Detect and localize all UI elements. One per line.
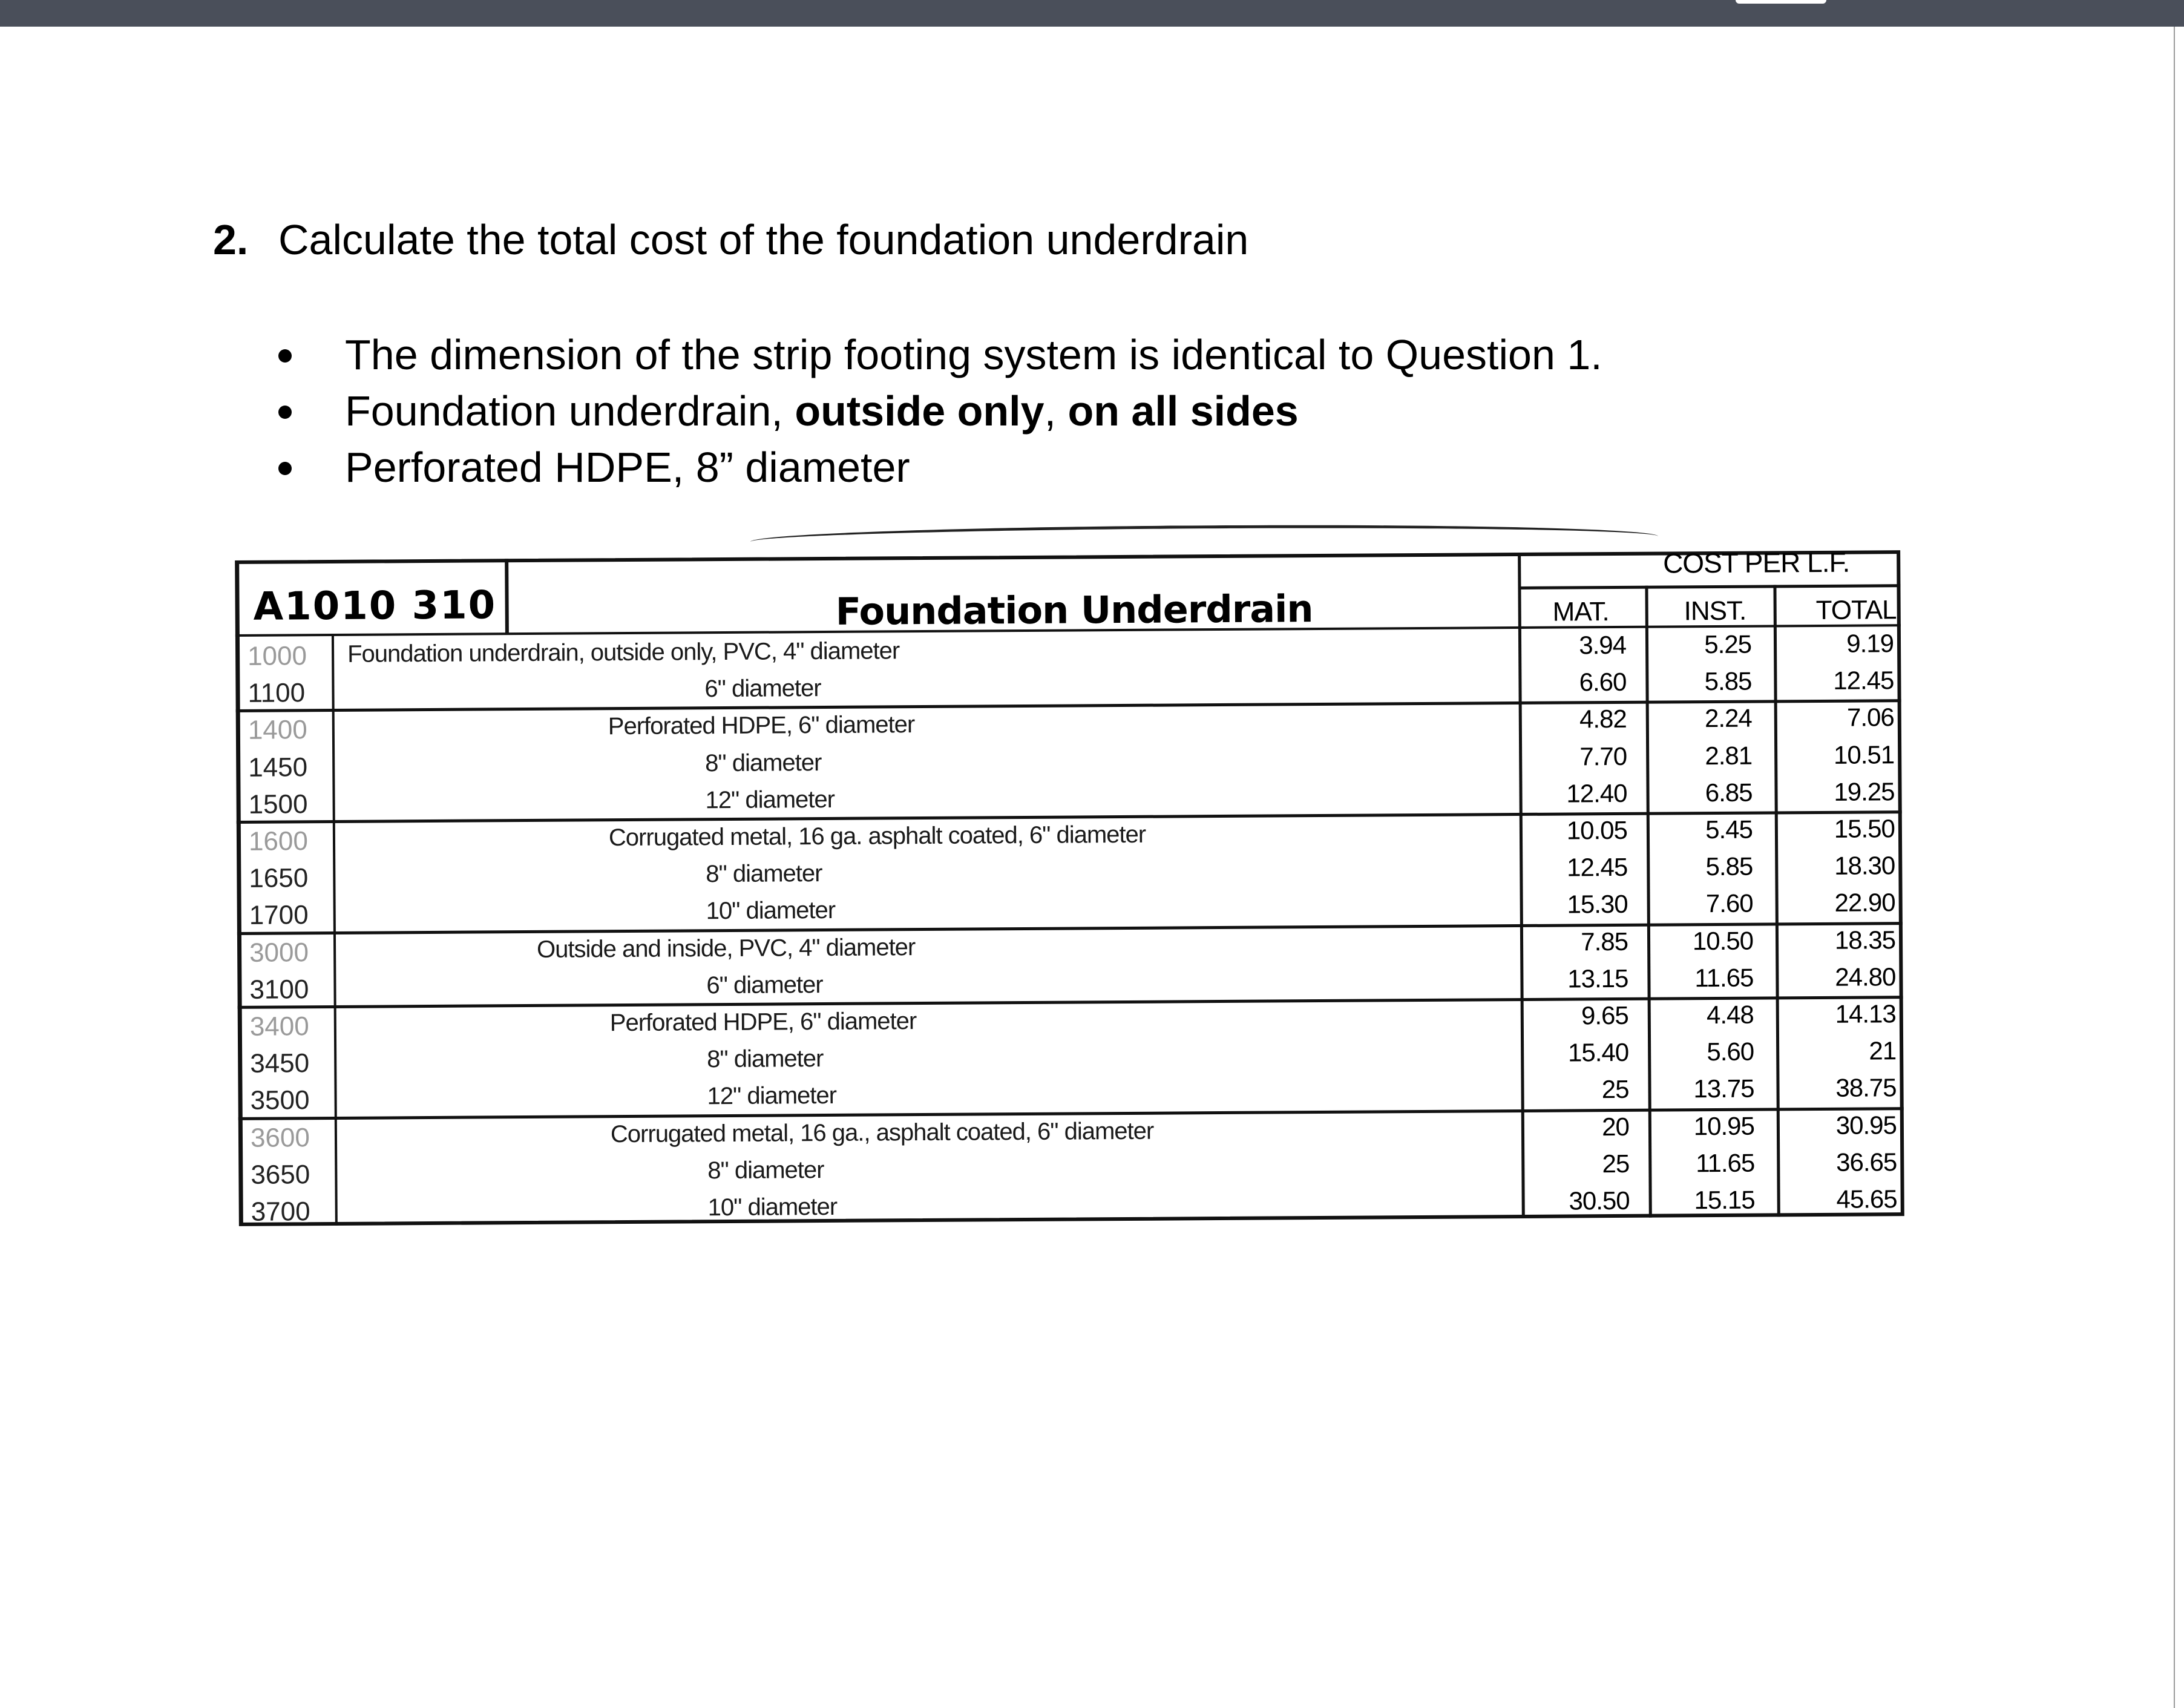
row-material-cost: 13.15: [1567, 964, 1628, 993]
row-line-number: 3500: [250, 1085, 310, 1116]
row-total-cost: 18.35: [1834, 925, 1896, 954]
row-description: Foundation underdrain, outside only, PVC, 4" diameter: [347, 637, 900, 668]
requirement-emphasis: outside only: [795, 387, 1044, 435]
row-description: Perforated HDPE, 6" diameter: [608, 711, 915, 740]
row-installation-cost: 5.45: [1705, 815, 1753, 844]
column-header-total: TOTAL: [1815, 595, 1897, 625]
row-installation-cost: 4.48: [1706, 1000, 1754, 1030]
window-title-bar: [0, 0, 2184, 27]
row-total-cost: 12.45: [1833, 666, 1894, 695]
row-installation-cost: 7.60: [1705, 889, 1753, 918]
row-description: 8" diameter: [707, 1045, 824, 1073]
requirement-item: [278, 327, 1602, 383]
row-description: 8" diameter: [705, 749, 822, 777]
row-installation-cost: 11.65: [1696, 1148, 1755, 1178]
title-bar-tab[interactable]: [1736, 0, 1826, 4]
row-total-cost: 30.95: [1835, 1110, 1897, 1140]
row-installation-cost: 5.85: [1704, 666, 1752, 696]
bullet-icon: [278, 462, 292, 475]
row-installation-cost: 10.95: [1693, 1111, 1755, 1140]
row-line-number: 3100: [249, 974, 309, 1005]
question-text: Calculate the total cost of the foundation underdrain: [278, 216, 1249, 263]
table-title: Foundation Underdrain: [835, 586, 1313, 634]
row-total-cost: 9.19: [1846, 629, 1894, 658]
row-installation-cost: 5.85: [1705, 852, 1753, 881]
row-material-cost: 30.50: [1569, 1186, 1630, 1215]
row-line-number: 3450: [250, 1048, 310, 1079]
requirement-text: ,: [1044, 387, 1068, 435]
row-description: Perforated HDPE, 6" diameter: [609, 1008, 917, 1037]
row-line-number: 1500: [248, 789, 308, 820]
row-description: Corrugated metal, 16 ga. asphalt coated, 6" diameter: [608, 821, 1146, 852]
row-installation-cost: 11.65: [1694, 963, 1754, 993]
row-description: 10" diameter: [707, 1193, 838, 1221]
column-header-inst: INST.: [1684, 596, 1746, 626]
row-installation-cost: 15.15: [1694, 1185, 1755, 1215]
row-total-cost: 24.80: [1835, 962, 1896, 991]
row-installation-cost: 10.50: [1692, 926, 1754, 955]
row-material-cost: 6.60: [1579, 668, 1627, 697]
row-material-cost: 12.45: [1567, 853, 1628, 882]
row-material-cost: 15.40: [1567, 1038, 1629, 1067]
row-line-number: 3700: [251, 1197, 310, 1227]
row-line-number: 3000: [249, 937, 309, 968]
row-description: 12" diameter: [707, 1082, 837, 1110]
row-total-cost: 21: [1869, 1036, 1897, 1065]
row-line-number: 3600: [250, 1122, 310, 1153]
row-total-cost: 38.75: [1835, 1073, 1897, 1103]
row-material-cost: 3.94: [1579, 630, 1627, 660]
row-installation-cost: 5.25: [1704, 629, 1752, 659]
row-total-cost: 19.25: [1834, 777, 1895, 806]
row-line-number: 3400: [249, 1011, 309, 1042]
bullet-icon: [278, 349, 292, 363]
cost-table-scan: [230, 534, 1917, 1247]
row-description: 12" diameter: [705, 786, 835, 814]
row-description: 6" diameter: [704, 675, 821, 703]
row-installation-cost: 6.85: [1705, 778, 1753, 807]
row-line-number: 1700: [249, 900, 309, 931]
row-description: 8" diameter: [707, 1156, 824, 1184]
requirement-text: The dimension of the strip footing system is identical to Question 1.: [345, 331, 1602, 378]
cost-per-lf-header: COST PER L.F.: [1662, 546, 1850, 579]
row-description: Outside and inside, PVC, 4" diameter: [536, 933, 916, 963]
row-material-cost: 7.70: [1579, 741, 1627, 770]
requirements-list: [278, 327, 1602, 496]
table-code: A1010 310: [253, 583, 497, 629]
row-line-number: 1600: [248, 826, 309, 856]
table-code-box: [235, 559, 509, 636]
row-material-cost: 15.30: [1567, 890, 1628, 919]
row-line-number: 1000: [247, 641, 307, 671]
row-line-number: 1400: [248, 715, 307, 746]
column-header-mat: MAT.: [1552, 597, 1609, 627]
row-total-cost: 7.06: [1846, 703, 1894, 732]
requirement-text: Perforated HDPE, 8” diameter: [345, 444, 910, 491]
requirement-item: [278, 439, 1602, 496]
row-total-cost: 18.30: [1834, 851, 1895, 881]
requirement-text: Foundation underdrain,: [345, 387, 795, 435]
row-installation-cost: 5.60: [1707, 1037, 1754, 1066]
row-description: 10" diameter: [706, 897, 836, 925]
requirement-item: [278, 383, 1602, 439]
row-material-cost: 25: [1602, 1149, 1630, 1178]
row-line-number: 1450: [248, 752, 308, 783]
row-material-cost: 9.65: [1581, 1000, 1628, 1030]
row-total-cost: 10.51: [1833, 740, 1895, 769]
requirement-emphasis: on all sides: [1067, 387, 1299, 435]
row-line-number: 1100: [248, 678, 306, 709]
row-description: 8" diameter: [706, 860, 822, 888]
row-total-cost: 22.90: [1834, 888, 1895, 918]
row-description: Corrugated metal, 16 ga., asphalt coated, 6" diameter: [610, 1117, 1154, 1148]
row-material-cost: 7.85: [1581, 927, 1628, 956]
row-installation-cost: 2.24: [1704, 704, 1752, 733]
row-installation-cost: 13.75: [1693, 1074, 1754, 1103]
bullet-icon: [278, 406, 292, 419]
row-description: 6" diameter: [706, 971, 823, 999]
scan-page-curl: [750, 523, 1658, 556]
question-heading: [213, 215, 1248, 264]
row-total-cost: 36.65: [1836, 1147, 1897, 1177]
row-total-cost: 15.50: [1834, 814, 1895, 843]
row-material-cost: 4.82: [1579, 705, 1627, 734]
question-number: 2.: [213, 216, 249, 263]
row-line-number: 1650: [249, 863, 309, 894]
row-material-cost: 20: [1602, 1112, 1630, 1141]
row-material-cost: 12.40: [1566, 778, 1627, 808]
row-material-cost: 25: [1601, 1075, 1629, 1104]
row-total-cost: 14.13: [1835, 999, 1896, 1028]
row-installation-cost: 2.81: [1705, 741, 1753, 770]
row-material-cost: 10.05: [1566, 815, 1628, 845]
row-total-cost: 45.65: [1836, 1184, 1897, 1214]
page-edge-divider: [2174, 27, 2175, 1708]
row-line-number: 3650: [251, 1160, 310, 1190]
